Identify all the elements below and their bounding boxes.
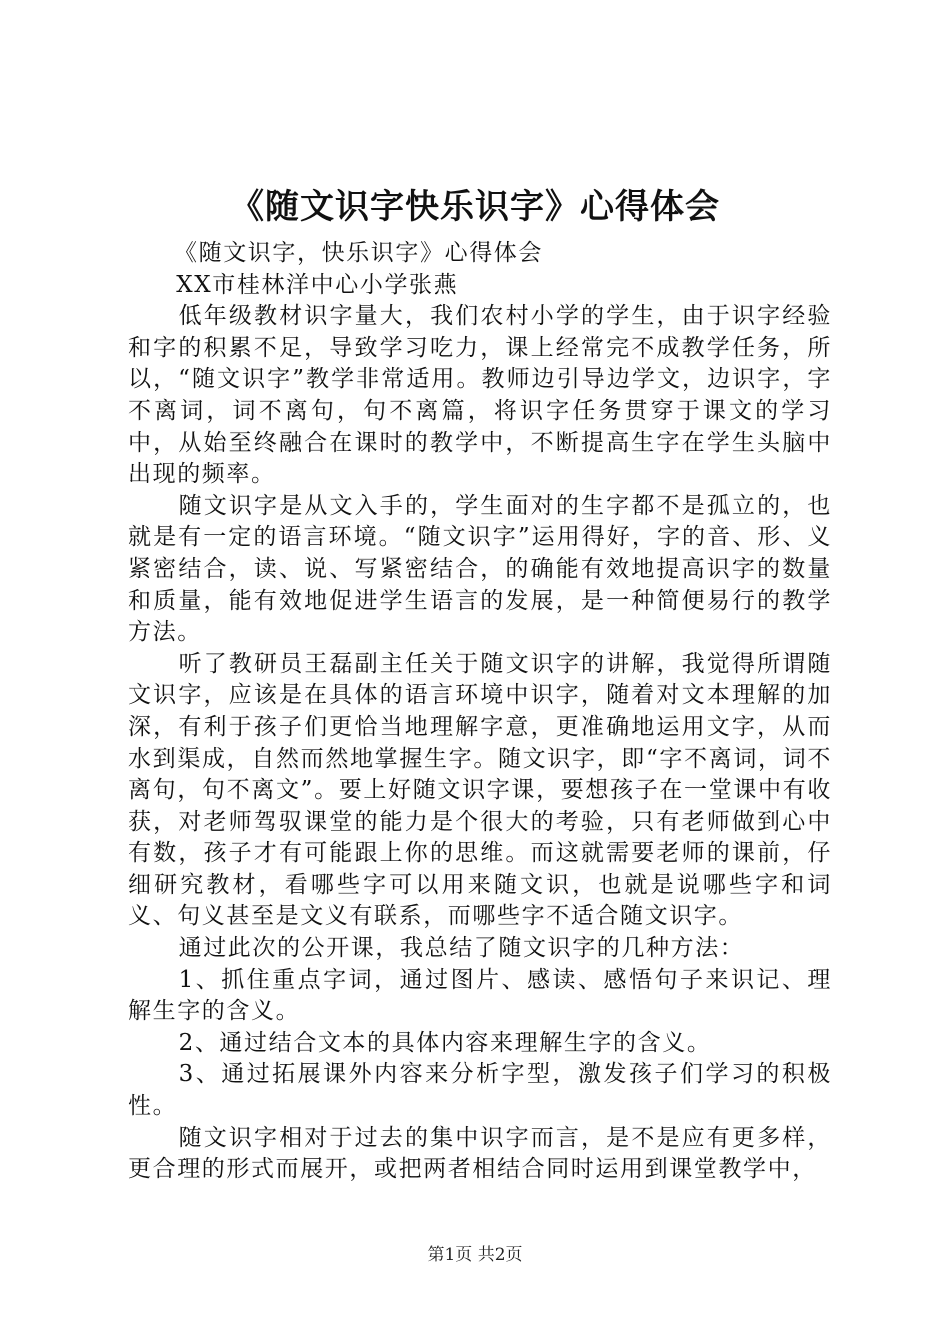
page-number-footer: 第1页 共2页 (427, 1245, 523, 1265)
paragraph-lecture-reflection: 听了教研员王磊副主任关于随文识字的讲解，我觉得所谓随文识字，应该是在具体的语言环境中识字，随着对文本理解的加深，有利于孩子们更恰当地理解字意，更准确地运用文字，从而水到渠成，自然而然地掌握生字。随文识字，即“字不离词，词不离句，句不离文”。要上好随文识字课，要想孩子在一堂课中有收获，对老师驾驭课堂的能力是个很大的考验，只有老师做到心中有数，孩子才有可能跟上你的思维。而这就需要老师的课前，仔细研究教材，看哪些字可以用来随文识，也就是说哪些字和词义、句义甚至是文义有联系，而哪些字不适合随文识字。 (128, 650, 832, 930)
document-subtitle: 《随文识字，快乐识字》心得体会 (174, 240, 543, 266)
paragraph-intro: 低年级教材识字量大，我们农村小学的学生，由于识字经验和字的积累不足，导致学习吃力，课上经常完不成教学任务，所以，“随文识字”教学非常适用。教师边引导边学文，边识字，字不离词，词不离句，句不离篇，将识字任务贯穿于课文的学习中，从始至终融合在课时的教学中，不断提高生字在学生头脑中出现的频率。 (128, 303, 832, 488)
paragraph-language-environment: 随文识字是从文入手的，学生面对的生字都不是孤立的，也就是有一定的语言环境。“随文识字”运用得好，字的音、形、义紧密结合，读、说、写紧密结合，的确能有效地提高识字的数量和质量，能有效地促进学生语言的发展，是一种简便易行的教学方法。 (128, 492, 832, 646)
document-title: 《随文识字快乐识字》心得体会 (230, 187, 720, 227)
document-body (128, 238, 832, 1186)
method-item-1: 1、抓住重点字词，通过图片、感读、感悟句子来识记、理解生字的含义。 (128, 966, 832, 1025)
paragraph-methods-intro: 通过此次的公开课，我总结了随文识字的几种方法： (178, 935, 745, 962)
method-item-2: 2、通过结合文本的具体内容来理解生字的含义。 (178, 1029, 712, 1056)
author-line: XX市桂林洋中心小学张燕 (176, 271, 459, 298)
method-item-3: 3、通过拓展课外内容来分析字型，激发孩子们学习的积极性。 (128, 1061, 832, 1120)
paragraph-closing: 随文识字相对于过去的集中识字而言，是不是应有更多样，更合理的形式而展开，或把两者相结合同时运用到课堂教学中， (128, 1124, 832, 1183)
